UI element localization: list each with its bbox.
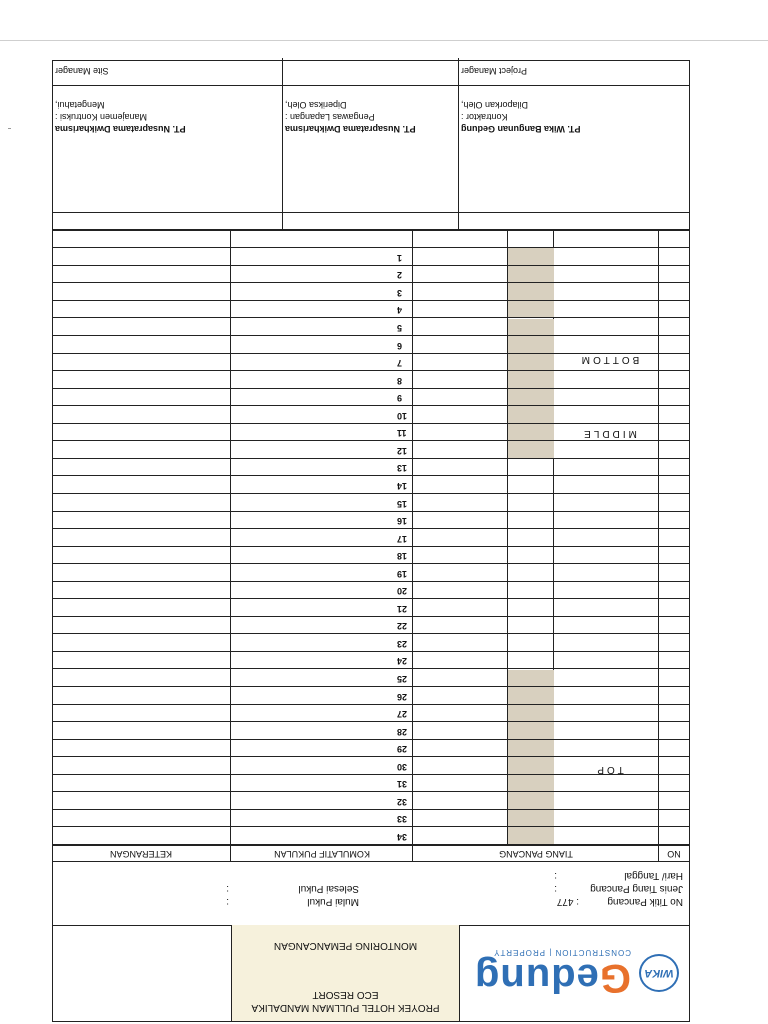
shaded-cell [508,406,554,423]
hari-label: Hari/ Tanggal [624,870,683,881]
shaded-cell [508,757,554,774]
row-number: 20 [397,586,408,597]
sig-right-company: PT. Wika Bangunan Gedung [461,124,581,134]
section-bottom-label: BOTTOM [578,354,640,365]
table-row [53,739,689,740]
row-number: 2 [397,270,403,281]
row-number: 1 [397,252,403,263]
table-row [53,563,689,564]
brand-subtitle: CONSTRUCTION | PROPERTY [493,948,631,958]
info-block [53,861,689,925]
row-number: 9 [397,393,403,404]
table-row [53,475,689,476]
shaded-cell [508,319,554,336]
col-keterangan: KETERANGAN [110,849,173,859]
row-number: 27 [397,709,408,720]
table-row [53,440,689,441]
header-blank-cell [51,925,231,1021]
col-tiang-pancang: TIANG PANCANG [499,849,573,859]
project-name-line2: ECO RESORT [312,989,379,1000]
shaded-cell [508,722,554,739]
logo-cell [459,925,689,1021]
sig-right-title: Dilaporkan Oleh, [461,100,529,110]
table-row [53,388,689,389]
row-number: 11 [397,428,407,439]
sig-left-role: Manajemen Kontruksi : [55,112,148,122]
table-row [53,423,689,424]
table-row [53,756,689,757]
table-row [53,265,689,266]
scan-edge-line [0,40,768,41]
pile-grid [53,231,689,845]
shaded-cell [508,301,554,318]
shaded-cell [508,687,554,704]
table-row [53,844,689,845]
row-number: 14 [397,481,408,491]
row-number: 4 [397,305,403,316]
section-middle-label: MIDDLE [581,428,637,439]
table-row [53,616,689,617]
no-titik-value: : 477 [556,896,579,907]
row-number: 19 [397,568,408,579]
blank-row [53,247,689,248]
row-number: 21 [397,603,408,614]
shaded-cell [508,827,554,844]
sig-left-title: Mengetahui, [55,100,105,110]
row-number: 17 [397,533,408,544]
table-row [53,633,689,634]
project-cell [231,925,459,1021]
form-header [53,925,689,1021]
sig-left-position: Site Manager [55,66,109,76]
shaded-cell [508,424,554,441]
shaded-cell [508,266,554,283]
shaded-cell [508,248,554,265]
row-number: 25 [397,674,408,685]
table-row [53,528,689,529]
table-row [53,686,689,687]
table-row [53,774,689,775]
sig-left-company: PT. Nusapratama Dwikharisma [55,124,186,134]
table-row [53,721,689,722]
row-number: 34 [397,832,408,842]
shaded-cell [508,389,554,406]
row-number: 6 [397,340,403,351]
shaded-cell [508,775,554,792]
row-number: 13 [397,463,408,474]
table-row [53,353,689,354]
row-number: 5 [397,323,403,334]
selesai-value: : [226,883,229,894]
shaded-cell [508,792,554,809]
table-row [53,300,689,301]
row-number: 16 [397,516,408,527]
selesai-label: Selesai Pukul [298,883,359,894]
table-row [53,511,689,512]
table-row [53,546,689,547]
shaded-cell [508,810,554,827]
shaded-cell [508,354,554,371]
table-row [53,809,689,810]
scan-speck [8,128,11,129]
row-number: 33 [397,814,408,825]
table-row [53,598,689,599]
hari-value: : [554,870,557,881]
row-number: 12 [397,445,408,456]
brand-logo [473,948,631,1001]
monitoring-form [52,60,690,1022]
row-number: 18 [397,551,408,562]
form-title: MONTORING PEMANCANGAN [273,940,418,951]
row-number: 30 [397,761,408,772]
sig-right-position: Project Manager [461,66,528,76]
shaded-cell [508,705,554,722]
shaded-cell [508,670,554,687]
table-row [53,335,689,336]
sig-mid-company: PT. Nusapratama Dwikharisma [285,124,416,134]
col-no: NO [667,849,681,859]
table-row [53,458,689,459]
shaded-cell [508,283,554,300]
signature-block [53,59,689,231]
section-top-label: TOP [594,764,624,775]
shaded-cell [508,371,554,388]
sig-mid-role: Pengawas Lapangan : [285,112,375,122]
table-row [53,704,689,705]
row-number: 3 [397,287,403,298]
table-row [53,493,689,494]
table-row [53,282,689,283]
col-komulatif-pukulan: KOMULATIF PUKULAN [274,849,370,859]
row-number: 15 [397,498,408,509]
row-number: 7 [397,358,403,369]
table-row [53,581,689,582]
column-header-row [53,845,689,861]
row-number: 24 [397,656,408,667]
table-row [53,826,689,827]
table-row [53,405,689,406]
table-row [53,791,689,792]
no-titik-label: No Titik Pancang [607,896,683,907]
row-number: 22 [397,621,408,632]
sig-mid-title: Diperiksa Oleh, [285,100,347,110]
table-row [53,370,689,371]
row-number: 32 [397,796,408,807]
row-number: 8 [397,375,403,386]
wika-logo-icon: WIKA [639,954,679,992]
shaded-cell [508,740,554,757]
table-row [53,651,689,652]
jenis-value: : [554,883,557,894]
row-number: 23 [397,638,408,649]
mulai-label: Mulai Pukul [307,896,359,907]
mulai-value: : [226,896,229,907]
shaded-cell [508,336,554,353]
row-number: 26 [397,691,408,702]
jenis-label: Jenis Tiang Pancang [590,883,683,894]
row-number: 28 [397,726,408,737]
row-number: 10 [397,410,408,421]
project-name-line1: PROYEK HOTEL PULLMAN MANDALIKA [251,1002,440,1013]
shaded-cell [508,441,554,458]
row-number: 31 [397,779,408,790]
sig-right-role: Kontraktor : [461,112,508,122]
table-row [53,318,689,319]
brand-name: Gedung [473,956,631,1001]
row-number: 29 [397,744,408,755]
table-row [53,669,689,670]
